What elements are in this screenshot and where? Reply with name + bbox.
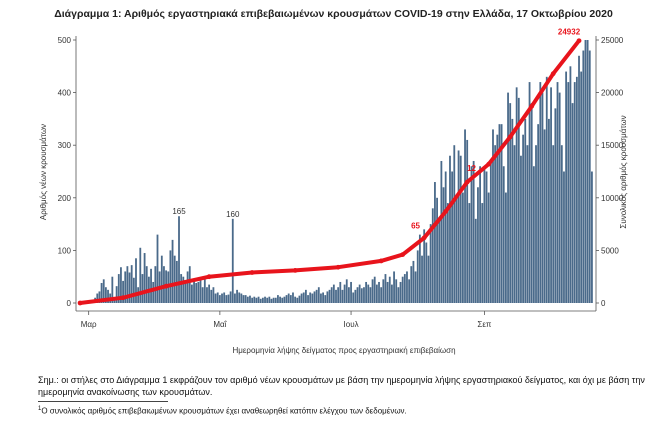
bar bbox=[402, 277, 404, 303]
bar bbox=[447, 203, 449, 303]
bar bbox=[548, 119, 550, 303]
bar bbox=[483, 166, 485, 303]
bar bbox=[251, 298, 253, 303]
bar bbox=[539, 82, 541, 303]
bar bbox=[264, 297, 266, 303]
bar bbox=[219, 295, 221, 303]
bar bbox=[458, 150, 460, 303]
bar bbox=[537, 124, 539, 303]
bar bbox=[514, 145, 516, 303]
y2-tick-label: 5000 bbox=[601, 246, 619, 256]
bar bbox=[256, 298, 258, 303]
bar bbox=[174, 256, 176, 303]
bar bbox=[432, 208, 434, 303]
bar bbox=[142, 274, 144, 303]
bar bbox=[294, 297, 296, 303]
bar bbox=[382, 279, 384, 303]
bar bbox=[234, 294, 236, 303]
bar bbox=[157, 235, 159, 303]
chart-footnote bbox=[38, 406, 407, 416]
bar bbox=[580, 72, 582, 303]
bar bbox=[245, 295, 247, 303]
bar bbox=[503, 166, 505, 303]
bar bbox=[350, 282, 352, 303]
bar bbox=[228, 295, 230, 303]
bar bbox=[434, 182, 436, 303]
bar bbox=[415, 271, 417, 303]
bar bbox=[550, 87, 552, 303]
bar bbox=[378, 282, 380, 303]
bar bbox=[565, 72, 567, 303]
y-tick-label: 200 bbox=[57, 193, 71, 203]
bar bbox=[376, 285, 378, 303]
cumulative-point bbox=[78, 301, 83, 306]
bar bbox=[200, 279, 202, 303]
bar bbox=[488, 193, 490, 303]
bar bbox=[419, 235, 421, 303]
cumulative-point bbox=[443, 209, 448, 214]
bar bbox=[449, 156, 451, 303]
bar bbox=[217, 292, 219, 303]
cumulative-point bbox=[422, 235, 427, 240]
bar bbox=[585, 40, 587, 303]
cumulative-label: 24932 bbox=[557, 27, 581, 37]
bar bbox=[552, 145, 554, 303]
bar bbox=[260, 299, 262, 303]
bar bbox=[204, 279, 206, 303]
bar bbox=[361, 288, 363, 303]
bar bbox=[421, 256, 423, 303]
bar bbox=[273, 298, 275, 303]
bar bbox=[230, 291, 232, 303]
bar bbox=[522, 135, 524, 303]
bar bbox=[258, 297, 260, 303]
bar bbox=[494, 145, 496, 303]
bar bbox=[559, 93, 561, 303]
bar bbox=[262, 298, 264, 303]
bar bbox=[456, 198, 458, 303]
bar bbox=[408, 279, 410, 303]
bar bbox=[380, 287, 382, 303]
bar bbox=[133, 278, 135, 303]
bar bbox=[210, 290, 212, 303]
bar bbox=[309, 292, 311, 303]
bar bbox=[243, 295, 245, 303]
bar bbox=[324, 295, 326, 303]
bar bbox=[359, 285, 361, 303]
bar bbox=[400, 282, 402, 303]
bar bbox=[299, 296, 301, 303]
bar bbox=[572, 103, 574, 303]
bar bbox=[430, 224, 432, 303]
bar bbox=[290, 295, 292, 303]
cumulative-point bbox=[551, 71, 556, 76]
bar bbox=[363, 287, 365, 303]
bar bbox=[468, 203, 470, 303]
x-tick-label: Ιουλ bbox=[343, 320, 359, 329]
bar bbox=[533, 166, 535, 303]
bar-value-label: 160 bbox=[226, 209, 240, 219]
cumulative-label: 12 bbox=[467, 163, 476, 173]
bars-group bbox=[79, 40, 593, 303]
bar bbox=[511, 119, 513, 303]
bar bbox=[307, 295, 309, 303]
bar bbox=[554, 108, 556, 303]
bar bbox=[129, 272, 131, 303]
bar bbox=[150, 269, 152, 303]
bar bbox=[393, 271, 395, 303]
bar bbox=[178, 216, 180, 303]
y2-tick-label: 0 bbox=[601, 299, 606, 308]
bar bbox=[516, 87, 518, 303]
bar bbox=[172, 240, 174, 303]
bar bbox=[395, 279, 397, 303]
bar bbox=[303, 292, 305, 303]
bar-value-label: 165 bbox=[172, 207, 186, 217]
bar bbox=[318, 287, 320, 303]
y-tick-label: 100 bbox=[57, 246, 71, 256]
bar bbox=[563, 172, 565, 304]
bar bbox=[352, 292, 354, 303]
y-tick-label: 300 bbox=[57, 141, 71, 151]
y-tick-label: 400 bbox=[57, 88, 71, 98]
bar bbox=[397, 287, 399, 303]
cumulative-label: 65 bbox=[411, 221, 421, 231]
bar bbox=[475, 219, 477, 303]
cumulative-point bbox=[486, 162, 491, 167]
bar bbox=[232, 219, 234, 303]
bar bbox=[357, 287, 359, 303]
bar bbox=[249, 296, 251, 303]
cumulative-point bbox=[529, 104, 534, 109]
footnote-mark: 1 bbox=[38, 406, 42, 412]
bar bbox=[277, 295, 279, 303]
y2-tick-label: 25000 bbox=[601, 36, 624, 45]
bar bbox=[404, 274, 406, 303]
bar bbox=[567, 82, 569, 303]
bar bbox=[354, 290, 356, 303]
bar bbox=[326, 291, 328, 303]
bar bbox=[591, 172, 593, 304]
chart-title: Διάγραμμα 1: Αριθμός εργαστηριακά επιβεβαιωμένων κρουσμάτων COVID-19 στην Ελλάδα, 17 Οκτωβρίου 2020 bbox=[54, 8, 613, 20]
cumulative-point bbox=[465, 180, 470, 185]
bar bbox=[279, 297, 281, 303]
y2-tick-label: 20000 bbox=[601, 88, 624, 98]
x-axis-label: Ημερομηνία λήψης δείγματος προς εργαστηριακή επιβεβαίωση bbox=[232, 346, 456, 355]
bar bbox=[288, 294, 290, 303]
bar bbox=[438, 219, 440, 303]
bar bbox=[339, 282, 341, 303]
bar bbox=[236, 290, 238, 303]
bar bbox=[417, 250, 419, 303]
bar bbox=[535, 145, 537, 303]
bar bbox=[296, 298, 298, 303]
bar bbox=[576, 77, 578, 303]
bar bbox=[320, 294, 322, 303]
bar bbox=[185, 282, 187, 303]
bar bbox=[529, 82, 531, 303]
bar bbox=[161, 256, 163, 303]
bar bbox=[473, 161, 475, 303]
bar bbox=[374, 277, 376, 303]
bar bbox=[283, 297, 285, 303]
bar bbox=[582, 51, 584, 303]
bar bbox=[587, 40, 589, 303]
x-tick-label: Σεπ bbox=[477, 320, 492, 329]
y2-tick-label: 10000 bbox=[601, 193, 624, 203]
bar bbox=[266, 298, 268, 303]
bar bbox=[152, 282, 154, 303]
bar bbox=[389, 277, 391, 303]
bar bbox=[385, 274, 387, 303]
bar bbox=[187, 271, 189, 303]
bar bbox=[329, 290, 331, 303]
bar bbox=[451, 172, 453, 304]
bar bbox=[367, 285, 369, 303]
cumulative-point bbox=[164, 284, 169, 289]
bar bbox=[146, 266, 148, 303]
bar bbox=[193, 279, 195, 303]
bar bbox=[195, 283, 197, 303]
footnote-text: Ο συνολικός αριθμός επιβεβαιωμένων κρουσμάτων έχει αναθεωρηθεί κατόπιν ελέγχου των δεδομένων. bbox=[41, 406, 407, 416]
bar bbox=[247, 297, 249, 303]
bar bbox=[570, 66, 572, 303]
bar bbox=[223, 292, 225, 303]
cumulative-point bbox=[336, 265, 341, 270]
bar bbox=[331, 287, 333, 303]
bar bbox=[561, 145, 563, 303]
cumulative-point bbox=[121, 295, 126, 300]
bar bbox=[546, 77, 548, 303]
y-axis-label: Αριθμός νέων κρουσμάτων bbox=[39, 123, 48, 221]
bar bbox=[322, 292, 324, 303]
x-tick-label: Μαρ bbox=[80, 320, 97, 329]
bar bbox=[406, 271, 408, 303]
bar bbox=[268, 297, 270, 303]
bar bbox=[574, 82, 576, 303]
bar bbox=[316, 290, 318, 303]
y2-tick-label: 15000 bbox=[601, 141, 624, 151]
y-tick-label: 0 bbox=[66, 299, 71, 308]
bar bbox=[337, 287, 339, 303]
bar bbox=[335, 290, 337, 303]
bar bbox=[481, 203, 483, 303]
bar bbox=[238, 292, 240, 303]
bar bbox=[180, 274, 182, 303]
bar bbox=[292, 292, 294, 303]
bar bbox=[479, 166, 481, 303]
bar bbox=[453, 145, 455, 303]
x-tick-label: Μαΐ bbox=[213, 320, 227, 329]
cumulative-point bbox=[379, 259, 384, 264]
bar bbox=[333, 285, 335, 303]
cumulative-point bbox=[250, 270, 255, 275]
cumulative-point bbox=[577, 38, 582, 43]
bar bbox=[253, 297, 255, 303]
bar bbox=[197, 282, 199, 303]
y2-axis-label: Συνολικός αριθμός κρουσμάτων bbox=[619, 115, 628, 229]
bar bbox=[240, 294, 242, 303]
bar bbox=[301, 294, 303, 303]
bar bbox=[191, 285, 193, 303]
bar bbox=[365, 282, 367, 303]
bar bbox=[271, 299, 273, 303]
bar bbox=[221, 294, 223, 303]
footnote-divider bbox=[38, 401, 168, 402]
bar bbox=[370, 287, 372, 303]
bar bbox=[348, 287, 350, 303]
bar bbox=[202, 287, 204, 303]
bar bbox=[578, 56, 580, 303]
bar bbox=[372, 279, 374, 303]
bar bbox=[275, 298, 277, 303]
bar bbox=[342, 290, 344, 303]
bar bbox=[507, 93, 509, 303]
bar bbox=[225, 295, 227, 303]
bar bbox=[346, 279, 348, 303]
bar bbox=[311, 294, 313, 303]
bar bbox=[215, 294, 217, 303]
bar bbox=[281, 298, 283, 303]
bar bbox=[496, 135, 498, 303]
bar bbox=[544, 129, 546, 303]
bar bbox=[486, 172, 488, 304]
chart-note: Σημ.: οι στήλες στο Διάγραμμα 1 εκφράζουν τον αριθμό νέων κρουσμάτων με βάση την ημερομηνία λήψης εργαστηριακού δείγματος, και όχι με βάση την ημερομηνία ανακοίνωσης των κρουσμάτων. bbox=[38, 375, 645, 397]
bar bbox=[557, 82, 559, 303]
bar bbox=[445, 172, 447, 304]
bar bbox=[286, 295, 288, 303]
cumulative-point bbox=[400, 252, 405, 257]
cumulative-point bbox=[508, 134, 513, 139]
bar bbox=[443, 187, 445, 303]
bar bbox=[314, 291, 316, 303]
bar bbox=[213, 287, 215, 303]
bar bbox=[206, 287, 208, 303]
y-tick-label: 500 bbox=[57, 36, 71, 45]
bar bbox=[189, 266, 191, 303]
bar bbox=[154, 266, 156, 303]
bar bbox=[344, 285, 346, 303]
bar bbox=[464, 129, 466, 303]
bar bbox=[520, 156, 522, 303]
bar bbox=[436, 198, 438, 303]
bar bbox=[527, 145, 529, 303]
bar bbox=[471, 166, 473, 303]
bar bbox=[410, 266, 412, 303]
bar bbox=[425, 243, 427, 303]
cumulative-point bbox=[207, 274, 212, 279]
bar bbox=[505, 193, 507, 303]
cumulative-point bbox=[293, 268, 298, 273]
bar bbox=[477, 187, 479, 303]
bar bbox=[589, 51, 591, 303]
bar bbox=[428, 256, 430, 303]
bar bbox=[524, 119, 526, 303]
bar bbox=[208, 285, 210, 303]
bar bbox=[490, 161, 492, 303]
bar bbox=[531, 103, 533, 303]
bar bbox=[305, 290, 307, 303]
bar bbox=[144, 253, 146, 303]
bar bbox=[440, 161, 442, 303]
bar bbox=[462, 193, 464, 303]
bar bbox=[391, 285, 393, 303]
bar bbox=[413, 261, 415, 303]
bar bbox=[169, 250, 171, 303]
bar bbox=[542, 93, 544, 303]
bar bbox=[460, 156, 462, 303]
bar bbox=[387, 282, 389, 303]
